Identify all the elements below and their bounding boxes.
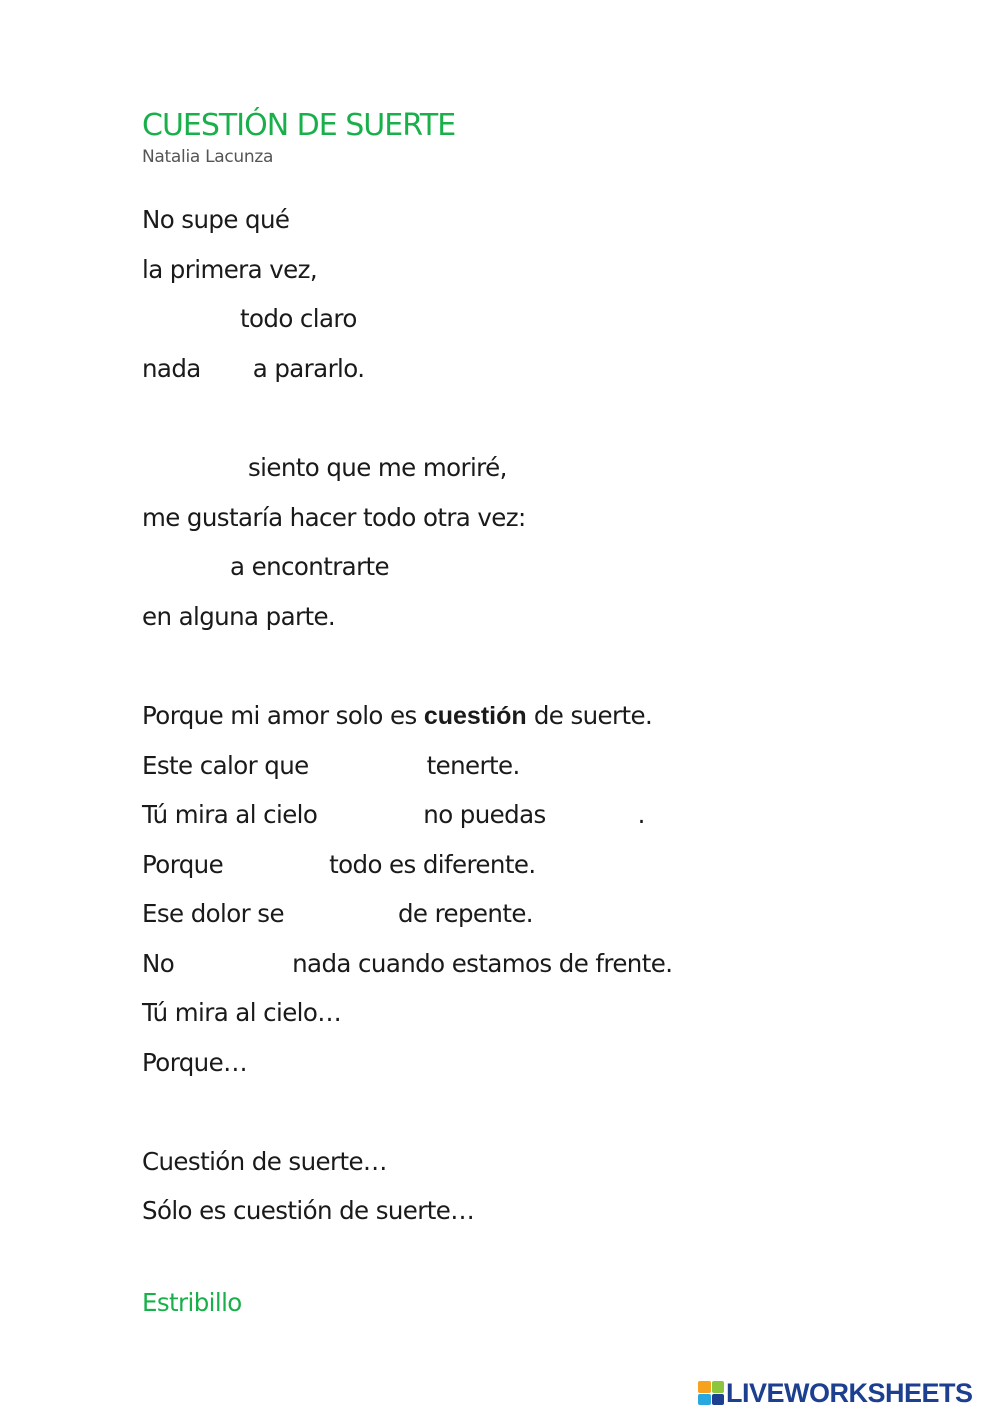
lyric-line-6: me gustaría hacer todo otra vez: — [142, 503, 526, 532]
lyric-line-2: la primera vez, — [142, 255, 318, 284]
lyric-line-17: Cuestión de suerte… — [142, 1147, 387, 1176]
page-title: CUESTIÓN DE SUERTE — [142, 108, 456, 143]
lyric-fragment: de repente. — [397, 899, 533, 928]
liveworksheets-logo — [698, 1378, 973, 1408]
logo-block-icon — [698, 1381, 711, 1393]
lyric-fragment-bold: cuestión — [423, 702, 527, 730]
logo-icon — [698, 1381, 724, 1405]
lyric-line-15: Tú mira al cielo… — [142, 998, 342, 1027]
lyric-fragment: Ese dolor se — [142, 899, 284, 928]
lyric-fragment: tenerte. — [426, 751, 520, 780]
lyric-fragment: Este calor que — [142, 751, 309, 780]
lyric-line-13 — [142, 899, 533, 928]
lyric-line-12 — [142, 850, 536, 879]
lyric-line-18: Sólo es cuestión de suerte… — [142, 1196, 475, 1225]
lyric-fragment: a pararlo. — [252, 354, 365, 383]
lyric-line-8: en alguna parte. — [142, 602, 336, 631]
lyric-fragment: No — [142, 949, 175, 978]
lyric-line-11 — [142, 800, 645, 829]
lyric-line-16: Porque… — [142, 1048, 247, 1077]
lyric-fragment: Porque mi amor solo es — [142, 701, 417, 730]
logo-text: LIVEWORKSHEETS — [726, 1377, 973, 1408]
logo-block-icon — [712, 1394, 725, 1406]
lyric-fragment: no puedas — [423, 800, 546, 829]
lyric-line-4 — [142, 354, 365, 383]
logo-block-icon — [712, 1381, 725, 1393]
logo-block-icon — [698, 1394, 711, 1406]
lyric-line-10 — [142, 751, 520, 780]
lyric-fragment: todo es diferente. — [329, 850, 536, 879]
lyric-fragment: . — [637, 800, 645, 829]
lyric-fragment: de suerte. — [533, 701, 653, 730]
refrain-label: Estribillo — [142, 1288, 242, 1317]
lyric-line-9 — [142, 701, 653, 730]
lyric-fragment: Tú mira al cielo — [142, 800, 318, 829]
author-name: Natalia Lacunza — [142, 147, 274, 167]
lyric-line-5: siento que me moriré, — [248, 453, 507, 482]
lyric-fragment: Porque — [142, 850, 224, 879]
lyric-fragment: nada — [142, 354, 201, 383]
lyric-line-3: todo claro — [240, 304, 357, 333]
lyric-line-14 — [142, 949, 673, 978]
lyric-line-7: a encontrarte — [230, 552, 390, 581]
lyric-line-1: No supe qué — [142, 205, 290, 234]
lyric-fragment: nada cuando estamos de frente. — [292, 949, 673, 978]
